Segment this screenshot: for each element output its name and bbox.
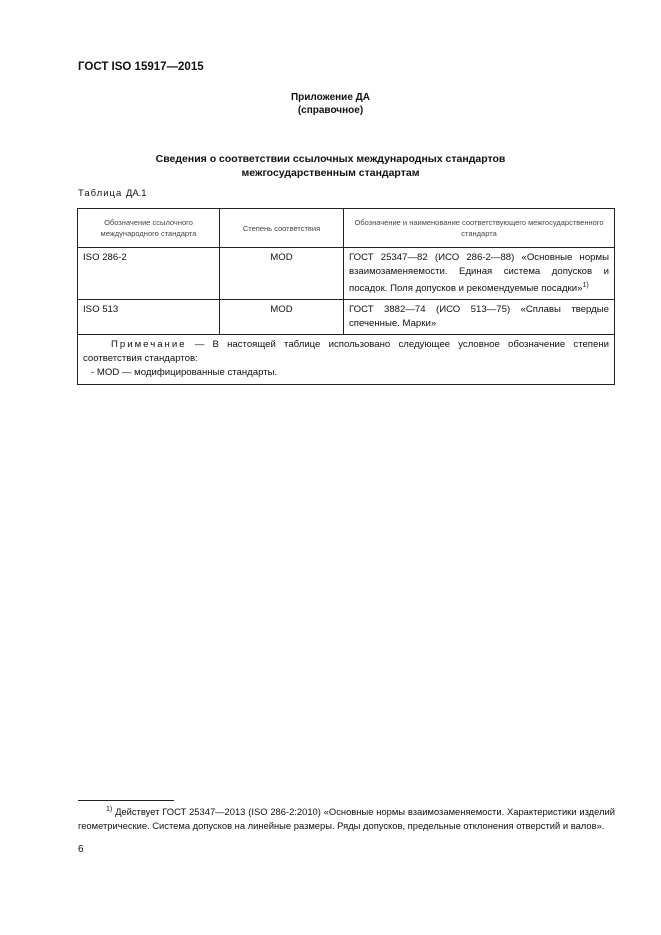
section-title-line: межгосударственным стандартам xyxy=(241,167,420,179)
page-number: 6 xyxy=(78,844,84,855)
table-note xyxy=(78,335,615,385)
degree-cell: MOD xyxy=(220,248,344,300)
document-header: ГОСТ ISO 15917—2015 xyxy=(78,61,204,73)
footnote-divider xyxy=(78,800,174,801)
appendix-subtitle: (справочное) xyxy=(297,105,364,116)
table-header-row xyxy=(78,209,615,248)
gost-text: ГОСТ 25347—82 (ИСО 286-2—88) «Основные нормы взаимозаменяемости. Единая система допусков и посадок. Поля допусков и рекомендуемые посадки» xyxy=(349,252,609,295)
degree-cell: MOD xyxy=(220,300,344,335)
appendix-heading xyxy=(0,91,661,117)
gost-cell xyxy=(344,248,615,300)
header-cell: Обозначение и наименование соответствующего межгосударственного стандарта xyxy=(344,209,615,248)
section-title-line: Сведения о соответствии ссылочных международных стандартов xyxy=(155,153,506,165)
section-title xyxy=(0,152,661,180)
header-cell: Обозначение ссылочного международного стандарта xyxy=(78,209,220,248)
caption-number: ДА.1 xyxy=(125,188,147,199)
footnote-ref: 1) xyxy=(582,282,589,289)
footnote xyxy=(78,803,615,832)
header-cell: Степень соответствия xyxy=(220,209,344,248)
note-item: - MOD — модифицированные стандарты. xyxy=(91,367,278,379)
table-row xyxy=(78,300,615,335)
ref-cell: ISO 286-2 xyxy=(78,248,220,300)
note-label: Примечание xyxy=(111,339,187,351)
footnote-mark: 1) xyxy=(106,806,113,813)
footnote-text: Действует ГОСТ 25347—2013 (ISO 286-2:2010) «Основные нормы взаимозаменяемости. Характеристики изделий геометрические. Система допусков на линейные размеры. Ряды допусков, предельные отклонения отверстий и валов». xyxy=(78,806,615,831)
table-note-row xyxy=(78,335,615,385)
gost-cell: ГОСТ 3882—74 (ИСО 513—75) «Сплавы твердые спеченные. Марки» xyxy=(344,300,615,335)
ref-cell: ISO 513 xyxy=(78,300,220,335)
table-caption xyxy=(78,188,147,199)
table-row xyxy=(78,248,615,300)
caption-word: Таблица xyxy=(78,188,123,199)
correspondence-table xyxy=(77,208,615,385)
appendix-title: Приложение ДА xyxy=(290,92,371,103)
note-text: — В настоящей таблице использовано следующее условное обозначение степени соответствия стандартов: xyxy=(83,339,609,365)
